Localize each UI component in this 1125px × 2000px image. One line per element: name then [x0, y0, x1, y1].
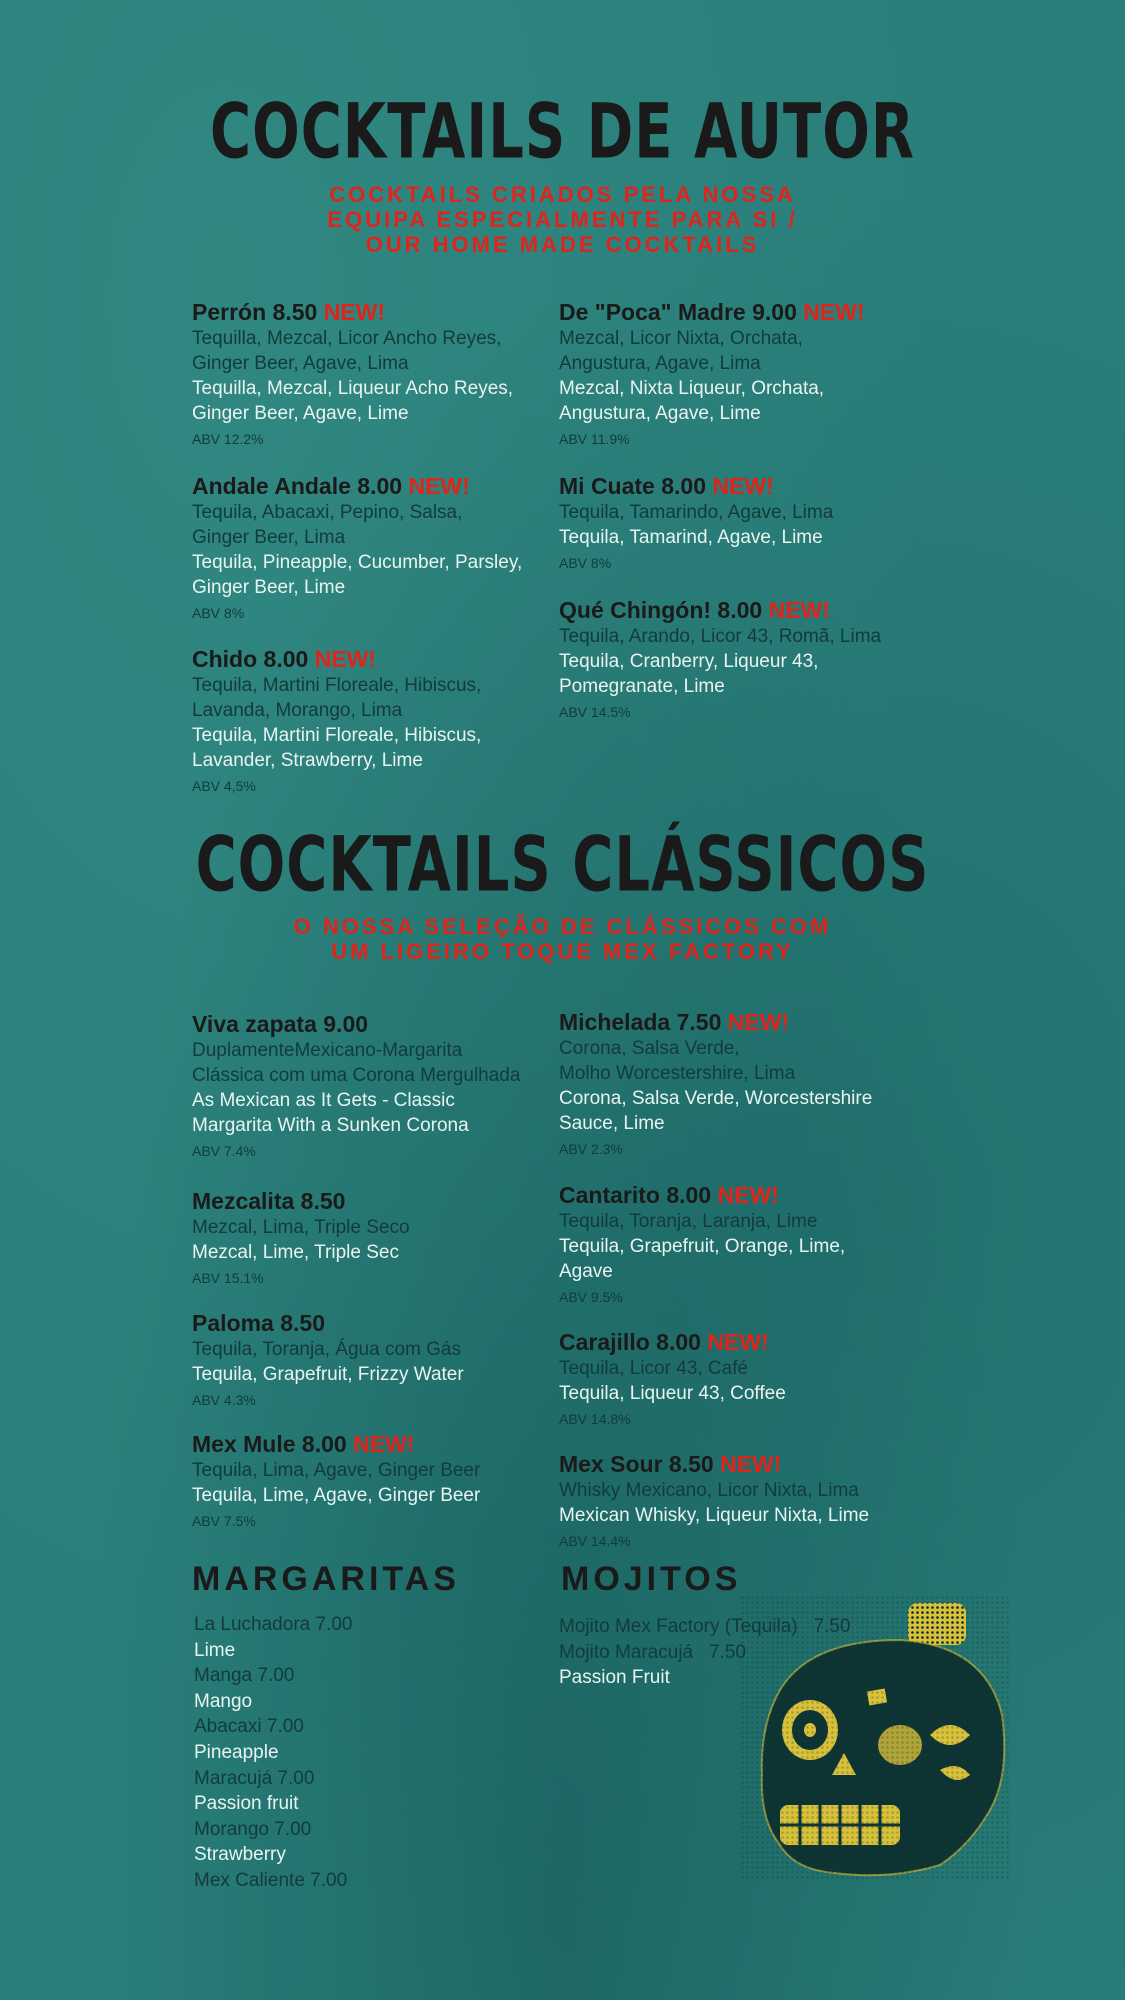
list-item-en: Strawberry	[194, 1844, 286, 1866]
item-abv: ABV 14.5%	[559, 704, 631, 720]
new-badge: NEW!	[353, 1431, 415, 1457]
subtitle-line: COCKTAILS CRIADOS PELA NOSSA	[329, 182, 796, 207]
menu-item	[192, 298, 552, 452]
new-badge: NEW!	[712, 473, 774, 499]
new-badge: NEW!	[314, 646, 377, 672]
item-abv: ABV 8%	[192, 605, 245, 621]
item-description-en: Lavander, Strawberry, Lime	[192, 750, 423, 771]
item-description-pt: Tequila, Martini Floreale, Hibiscus,	[192, 675, 482, 696]
item-name: Carajillo	[559, 1329, 650, 1355]
item-description-en: Mexican Whisky, Liqueur Nixta, Lime	[559, 1505, 870, 1526]
item-price: 8.00	[263, 646, 309, 672]
list-item-en: Lime	[194, 1639, 236, 1661]
item-description-en: Tequila, Cranberry, Liqueur 43,	[559, 651, 819, 672]
new-badge: NEW!	[717, 1182, 779, 1208]
list-item: Manga 7.00	[194, 1665, 295, 1687]
item-abv: ABV 7.5%	[192, 1513, 256, 1529]
item-heading	[192, 1430, 552, 1458]
list-item: Mojito Maracujá 7.50	[559, 1641, 746, 1663]
item-description-pt: Angustura, Agave, Lima	[559, 353, 761, 374]
item-price: 8.00	[666, 1182, 712, 1208]
item-heading	[559, 472, 919, 500]
item-name: Mex Sour	[559, 1451, 663, 1477]
item-name: Chido	[192, 646, 258, 672]
item-abv: ABV 9.5%	[559, 1289, 623, 1305]
margaritas-list	[194, 1612, 352, 1894]
item-abv: ABV 4,5%	[192, 778, 256, 794]
item-description-en: As Mexican as It Gets - Classic	[192, 1090, 455, 1111]
menu-item	[192, 1010, 552, 1164]
item-abv: ABV 4.3%	[192, 1392, 256, 1408]
item-name: Cantarito	[559, 1182, 660, 1208]
item-heading	[192, 1187, 552, 1215]
item-description-en: Pomegranate, Lime	[559, 676, 725, 697]
item-heading	[192, 472, 552, 500]
item-abv: ABV 12.2%	[192, 431, 264, 447]
item-description-en: Angustura, Agave, Lime	[559, 403, 761, 424]
item-name: Mex Mule	[192, 1431, 296, 1457]
list-item: La Luchadora 7.00	[194, 1614, 353, 1635]
item-price: 8.00	[717, 597, 763, 623]
list-item: Maracujá 7.00	[194, 1767, 315, 1789]
item-description-pt: Tequila, Tamarindo, Agave, Lima	[559, 502, 834, 523]
list-item: Abacaxi 7.00	[194, 1716, 304, 1738]
item-heading	[192, 1010, 552, 1038]
list-item: Morango 7.00	[194, 1818, 312, 1840]
section-subtitle-classicos	[0, 914, 1125, 964]
item-description-en: Ginger Beer, Agave, Lime	[192, 403, 409, 424]
item-description-en: Mezcal, Nixta Liqueur, Orchata,	[559, 378, 825, 399]
item-heading	[559, 1328, 919, 1356]
item-name: Mezcalita	[192, 1188, 295, 1214]
item-description-en: Tequila, Pineapple, Cucumber, Parsley,	[192, 552, 523, 573]
item-heading	[559, 1450, 919, 1478]
item-description-pt: Tequila, Lima, Agave, Ginger Beer	[192, 1460, 481, 1481]
item-heading	[559, 298, 919, 326]
new-badge: NEW!	[727, 1009, 790, 1035]
menu-item	[559, 472, 919, 576]
item-description-en: Sauce, Lime	[559, 1113, 665, 1134]
new-badge: NEW!	[707, 1329, 769, 1355]
list-item-en: Passion fruit	[194, 1793, 299, 1815]
item-name: Qué Chingón!	[559, 597, 712, 623]
item-description-pt: Corona, Salsa Verde,	[559, 1038, 740, 1059]
item-abv: ABV 7.4%	[192, 1143, 256, 1159]
list-item-en: Passion Fruit	[559, 1667, 670, 1689]
section-subtitle-autor	[0, 182, 1125, 257]
item-description-en: Agave	[559, 1261, 613, 1282]
item-price: 9.00	[323, 1011, 369, 1037]
item-description-en: Corona, Salsa Verde, Worcestershire	[559, 1088, 873, 1109]
item-heading	[192, 1309, 552, 1337]
item-price: 8.50	[272, 299, 318, 325]
new-badge: NEW!	[803, 299, 865, 325]
item-description-pt: Tequila, Abacaxi, Pepino, Salsa,	[192, 502, 463, 523]
item-description-en: Tequila, Lime, Agave, Ginger Beer	[192, 1485, 481, 1506]
item-description-pt: Tequila, Toranja, Água com Gás	[192, 1339, 461, 1360]
item-description-pt: Whisky Mexicano, Licor Nixta, Lima	[559, 1480, 859, 1501]
skull-bottle-icon	[740, 1595, 1010, 1880]
item-description-en: Tequilla, Mezcal, Liqueur Acho Reyes,	[192, 378, 514, 399]
item-abv: ABV 2.3%	[559, 1141, 623, 1157]
subtitle-line: O NOSSA SELEÇÃO DE CLÁSSICOS COM	[293, 914, 832, 939]
subtitle-line: EQUIPA ESPECIALMENTE PARA SI /	[327, 207, 798, 232]
list-item-en: Pineapple	[194, 1741, 279, 1763]
item-name: Viva zapata	[192, 1011, 317, 1037]
menu-item	[559, 1328, 919, 1432]
item-price: 8.00	[357, 473, 403, 499]
menu-item	[192, 472, 552, 626]
menu-item	[192, 1187, 552, 1291]
item-description-en: Ginger Beer, Lime	[192, 577, 346, 598]
item-description-pt: Mezcal, Licor Nixta, Orchata,	[559, 328, 803, 349]
item-description-pt: Mezcal, Lima, Triple Seco	[192, 1217, 410, 1238]
list-item: Mojito Mex Factory (Tequila) 7.50	[559, 1616, 851, 1637]
menu-item	[192, 645, 552, 799]
item-description-pt: Lavanda, Morango, Lima	[192, 700, 403, 721]
section-title-autor: COCKTAILS DE AUTOR	[210, 88, 915, 177]
item-heading	[192, 645, 552, 673]
item-name: Perrón	[192, 299, 267, 325]
item-name: Michelada	[559, 1009, 671, 1035]
item-heading	[559, 1181, 919, 1209]
item-description-en: Tequila, Grapefruit, Frizzy Water	[192, 1364, 464, 1385]
item-name: Andale Andale	[192, 473, 351, 499]
item-name: Paloma	[192, 1310, 274, 1336]
list-item: Mex Caliente 7.00	[194, 1869, 348, 1891]
menu-item	[559, 298, 919, 452]
menu-item	[192, 1430, 552, 1534]
item-price: 8.50	[280, 1310, 325, 1336]
subtitle-line: UM LIGEIRO TOQUE MEX FACTORY	[331, 939, 794, 964]
new-badge: NEW!	[720, 1451, 782, 1477]
mojitos-title: MOJITOS	[561, 1560, 742, 1598]
menu-item	[559, 1450, 919, 1554]
item-description-en: Tequila, Martini Floreale, Hibiscus,	[192, 725, 482, 746]
section-title-classicos: COCKTAILS CLÁSSICOS	[195, 821, 930, 910]
menu-item	[559, 1181, 919, 1310]
item-description-pt: Tequilla, Mezcal, Licor Ancho Reyes,	[192, 328, 502, 349]
item-description-en: Tequila, Grapefruit, Orange, Lime,	[559, 1236, 846, 1257]
item-description-pt: Ginger Beer, Agave, Lima	[192, 353, 409, 374]
item-abv: ABV 14.8%	[559, 1411, 631, 1427]
margaritas-title: MARGARITAS	[192, 1560, 460, 1598]
menu-item	[559, 596, 919, 725]
menu-item	[559, 1008, 919, 1162]
item-description-en: Mezcal, Lime, Triple Sec	[192, 1242, 399, 1263]
item-description-en: Tequila, Tamarind, Agave, Lime	[559, 527, 823, 548]
item-name: Mi Cuate	[559, 473, 655, 499]
menu-item	[192, 1309, 552, 1413]
item-heading	[559, 596, 919, 624]
item-description-pt: Tequila, Licor 43, Café	[559, 1358, 749, 1379]
item-abv: ABV 11.9%	[559, 431, 630, 447]
item-name: De "Poca" Madre	[559, 299, 746, 325]
new-badge: NEW!	[408, 473, 470, 499]
item-heading	[559, 1008, 919, 1036]
item-abv: ABV 8%	[559, 555, 612, 571]
list-item-en: Mango	[194, 1690, 253, 1712]
item-abv: ABV 14.4%	[559, 1533, 631, 1549]
item-description-pt: Clássica com uma Corona Mergulhada	[192, 1065, 521, 1086]
subtitle-line: OUR HOME MADE COCKTAILS	[365, 232, 760, 257]
item-price: 8.00	[301, 1431, 347, 1457]
item-description-en: Margarita With a Sunken Corona	[192, 1115, 469, 1136]
new-badge: NEW!	[323, 299, 386, 325]
item-price: 8.50	[300, 1188, 346, 1214]
item-price: 9.00	[752, 299, 797, 325]
item-price: 8.00	[661, 473, 706, 499]
item-description-pt: Tequila, Arando, Licor 43, Romã, Lima	[559, 626, 882, 647]
item-description-pt: Molho Worcestershire, Lima	[559, 1063, 796, 1084]
item-price: 8.50	[668, 1451, 714, 1477]
item-heading	[192, 298, 552, 326]
item-price: 7.50	[676, 1009, 722, 1035]
item-description-pt: DuplamenteMexicano-Margarita	[192, 1040, 463, 1061]
item-description-pt: Ginger Beer, Lima	[192, 527, 346, 548]
item-abv: ABV 15.1%	[192, 1270, 264, 1286]
item-description-en: Tequila, Liqueur 43, Coffee	[559, 1383, 786, 1404]
new-badge: NEW!	[768, 597, 830, 623]
item-price: 8.00	[656, 1329, 701, 1355]
item-description-pt: Tequila, Toranja, Laranja, Lime	[559, 1211, 818, 1232]
